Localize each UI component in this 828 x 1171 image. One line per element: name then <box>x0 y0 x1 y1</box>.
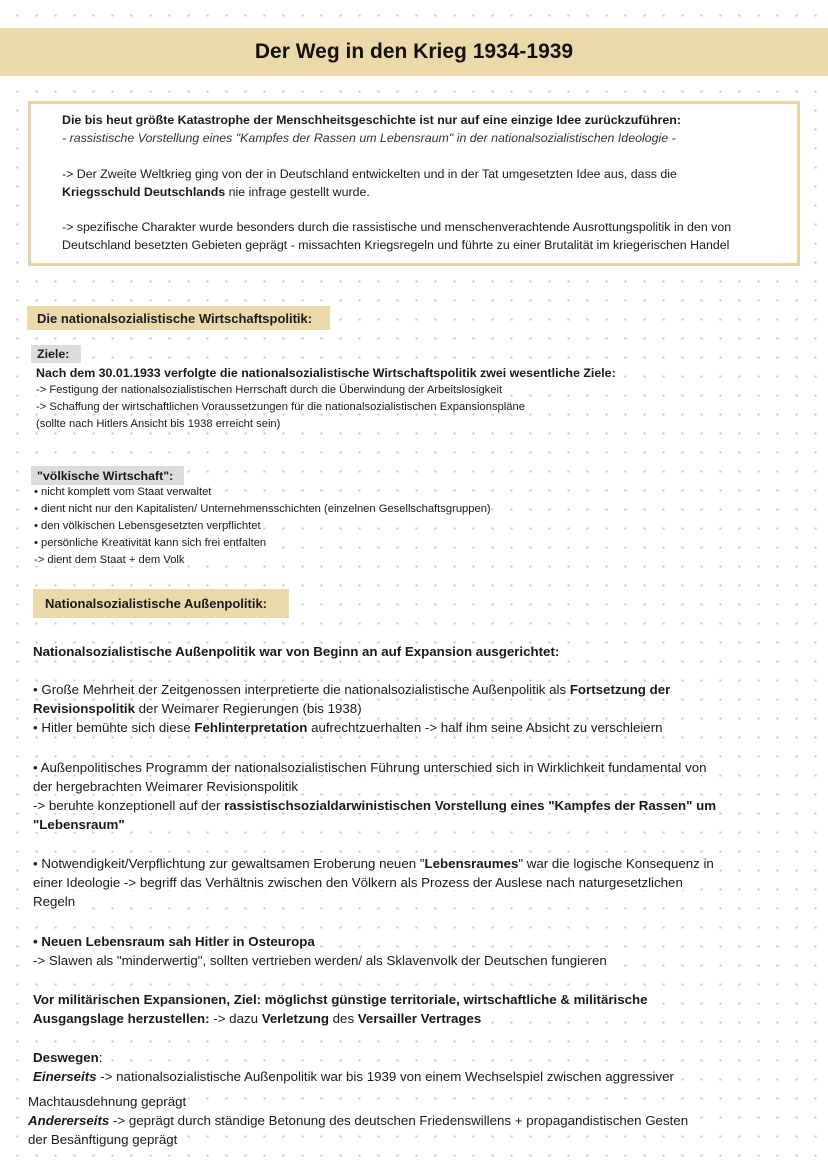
page-title-text: Der Weg in den Krieg 1934-1939 <box>254 40 574 63</box>
ziele-line-2: -> Schaffung der wirtschaftlichen Voraussetzungen für die nationalsozialistischen Expansionspläne <box>36 401 525 413</box>
aussen-mil-bold1: Ausgangslage herzustellen: <box>33 1011 210 1026</box>
aussen-b3-line3-pre: -> beruhte konzeptionell auf der <box>33 798 225 813</box>
aussen-b2-bold: Fehlinterpretation <box>194 720 308 735</box>
einerseits-line2: Machtausdehnung geprägt <box>28 1094 187 1109</box>
section-heading-aussen <box>33 589 289 618</box>
aussen-b1-pre: • Große Mehrheit der Zeitgenossen interpretierte die nationalsozialistische Außenpolitik als <box>33 682 570 697</box>
aussen-b1-line1 <box>33 682 670 697</box>
intro-box <box>28 101 800 266</box>
aussen-b4-pre: • Notwendigkeit/Verpflichtung zur gewaltsamen Eroberung neuen " <box>33 856 425 871</box>
andererseits-line2: der Besänftigung geprägt <box>28 1132 178 1147</box>
aussen-b1-bold2: Revisionspolitik <box>33 701 135 716</box>
intro-p1-rest: nie infrage gestellt wurde. <box>225 185 370 199</box>
intro-p1-line2 <box>62 185 370 199</box>
einerseits-text: -> nationalsozialistische Außenpolitik war bis 1939 von einem Wechselspiel zwischen aggressiver <box>96 1069 674 1084</box>
aussen-b2 <box>33 720 663 735</box>
voelkisch-line-1: • nicht komplett vom Staat verwaltet <box>34 486 212 498</box>
aussen-b2-rest: aufrechtzuerhalten -> half ihm seine Absicht zu verschleiern <box>307 720 663 735</box>
aussen-b5-line2: -> Slawen als "minderwertig", sollten vertrieben werden/ als Sklavenvolk der Deutschen fungieren <box>33 953 607 968</box>
deswegen-colon: : <box>98 1050 103 1065</box>
ziele-line-3: (sollte nach Hitlers Ansicht bis 1938 erreicht sein) <box>36 418 281 430</box>
aussen-mil-mid2: des <box>328 1011 358 1026</box>
aussen-mil-bold3: Versailler Vertrages <box>357 1011 482 1026</box>
deswegen-line <box>33 1050 102 1065</box>
andererseits-text: -> geprägt durch ständige Betonung des deutschen Friedenswillens + propagandistischen Gesten <box>109 1113 689 1128</box>
ziele-intro: Nach dem 30.01.1933 verfolgte die nationalsozialistische Wirtschaftspolitik zwei wesentliche Ziele: <box>36 366 616 380</box>
aussen-b3-line4: "Lebensraum" <box>33 817 125 832</box>
section-heading-wirtschaft <box>27 306 330 330</box>
aussen-b2-pre: • Hitler bemühte sich diese <box>33 720 195 735</box>
aussen-b1-line2 <box>33 701 362 716</box>
deswegen-label: Deswegen <box>33 1050 99 1065</box>
intro-p1-line1: -> Der Zweite Weltkrieg ging von der in Deutschland entwickelten und in der Tat umgesetzten Idee aus, dass die <box>62 167 677 181</box>
ziele-label-text: Ziele: <box>37 347 70 361</box>
aussen-b3-line2: der hergebrachten Weimarer Revisionspolitik <box>33 779 299 794</box>
aussen-b5-line1: • Neuen Lebensraum sah Hitler in Osteuropa <box>33 934 315 949</box>
aussen-mil-line1: Vor militärischen Expansionen, Ziel: möglichst günstige territoriale, wirtschaftliche & militärische <box>33 992 648 1007</box>
aussen-b4-rest: " war die logische Konsequenz in <box>518 856 714 871</box>
voelkisch-label <box>31 466 184 485</box>
aussen-b3-line1: • Außenpolitisches Programm der nationalsozialistischen Führung unterschied sich in Wirklichkeit fundamental von <box>33 760 707 775</box>
ziele-label <box>31 345 81 363</box>
aussen-b1-bold1: Fortsetzung der <box>569 682 671 697</box>
voelkisch-line-5: -> dient dem Staat + dem Volk <box>34 554 185 566</box>
voelkisch-line-4: • persönliche Kreativität kann sich frei entfalten <box>34 537 267 549</box>
aussen-lead: Nationalsozialistische Außenpolitik war von Beginn an auf Expansion ausgerichtet: <box>33 644 560 659</box>
intro-headline: Die bis heut größte Katastrophe der Menschheitsgeschichte ist nur auf eine einzige Idee zurückzuführen: <box>62 113 681 127</box>
aussen-b3-line3-bold: rassistischsozialdarwinistischen Vorstellung eines "Kampfes der Rassen" um <box>224 798 717 813</box>
section-heading-aussen-text: Nationalsozialistische Außenpolitik: <box>45 596 267 611</box>
einerseits-label: Einerseits <box>33 1069 97 1084</box>
intro-subline: - rassistische Vorstellung eines "Kampfes der Rassen um Lebensraum" in der nationalsozialistischen Ideologie - <box>62 131 676 145</box>
voelkisch-line-2: • dient nicht nur den Kapitalisten/ Unternehmensschichten (einzelnen Gesellschaftsgruppen) <box>34 503 491 515</box>
aussen-b4-line2: einer Ideologie -> begriff das Verhältnis zwischen den Völkern als Prozess der Auslese nach naturgesetzlichen <box>33 875 683 890</box>
section-heading-wirtschaft-text: Die nationalsozialistische Wirtschaftspolitik: <box>37 310 313 326</box>
aussen-mil-mid1: -> dazu <box>209 1011 262 1026</box>
voelkisch-line-3: • den völkischen Lebensgesetzten verpflichtet <box>34 520 261 532</box>
intro-p2-line2: Deutschland besetzten Gebieten geprägt - missachten Kriegsregeln und führte zu einer Brutalität im kriegerischen Handel <box>62 238 730 252</box>
voelkisch-label-text: "völkische Wirtschaft": <box>37 468 174 483</box>
einerseits-line1 <box>33 1069 674 1084</box>
andererseits-label: Andererseits <box>28 1113 110 1128</box>
aussen-b4-line3: Regeln <box>33 894 76 909</box>
aussen-b1-rest: der Weimarer Regierungen (bis 1938) <box>134 701 362 716</box>
aussen-b4-line1 <box>33 856 714 871</box>
aussen-b3-line3 <box>33 798 716 813</box>
page-title <box>0 28 828 76</box>
aussen-mil-bold2: Verletzung <box>261 1011 329 1026</box>
aussen-mil-line2 <box>33 1011 481 1026</box>
aussen-b4-bold: Lebensraumes <box>424 856 519 871</box>
intro-p1-bold: Kriegsschuld Deutschlands <box>62 185 226 199</box>
intro-p2-line1: -> spezifische Charakter wurde besonders durch die rassistische und menschenverachtende Ausrottungspolitik in den von <box>62 220 732 234</box>
andererseits-line1 <box>28 1113 688 1128</box>
ziele-line-1: -> Festigung der nationalsozialistischen Herrschaft durch die Überwindung der Arbeitslosigkeit <box>36 384 503 396</box>
